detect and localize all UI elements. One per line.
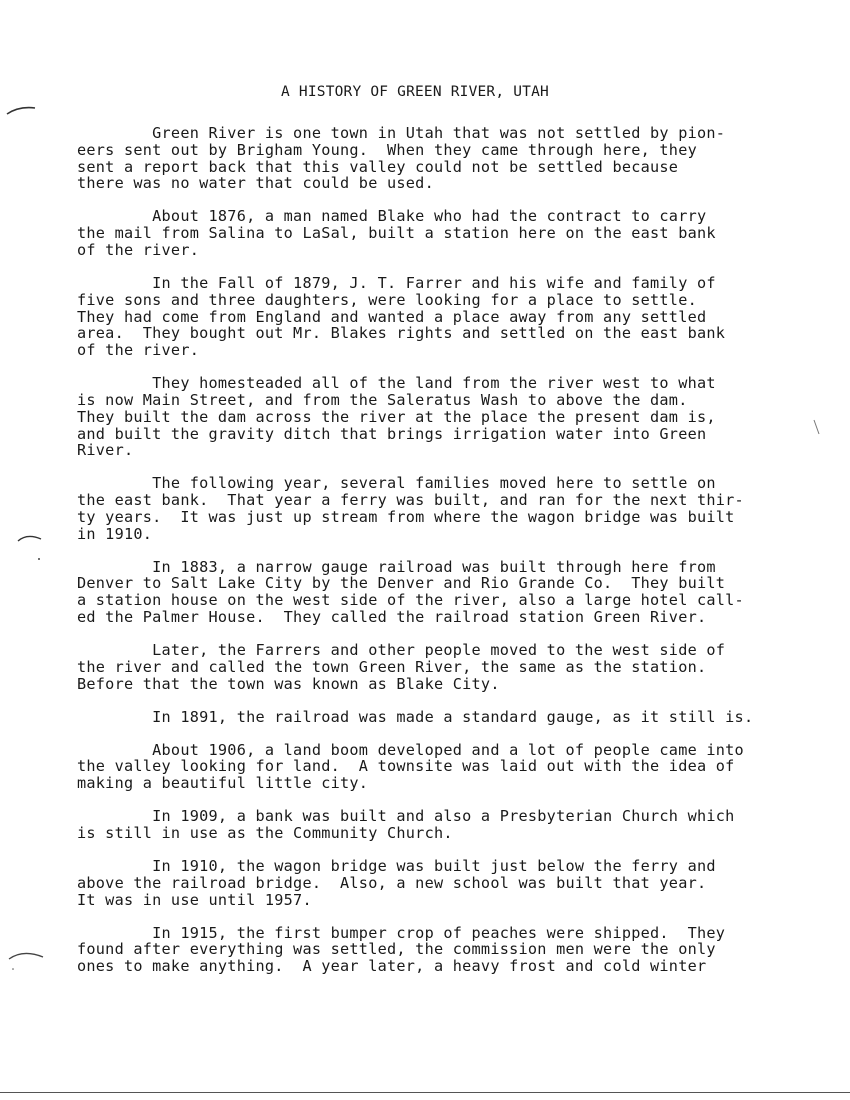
paragraph-10: In 1909, a bank was built and also a Presbyterian Church which is still in use as the Community Church.: [77, 807, 735, 842]
paragraph-2: About 1876, a man named Blake who had the contract to carry the mail from Salina to LaSal, built a station here on the east bank of the river.: [77, 207, 716, 259]
paragraph-3: In the Fall of 1879, J. T. Farrer and his wife and family of five sons and three daughters, were looking for a place to settle. They had come from England and wanted a place away from any settled area. They bought out Mr. Blakes rights and settled on the east bank of the river.: [77, 273, 726, 360]
paragraph-9: About 1906, a land boom developed and a lot of people came into the valley looking for land. A townsite was laid out with the idea of making a beautiful little city.: [77, 740, 744, 793]
scan-mark-mid-left: [15, 525, 55, 565]
document-body: [77, 125, 789, 991]
scan-mark-right: [810, 418, 824, 438]
paragraph-12: In 1915, the first bumper crop of peaches were shipped. They found after everything was settled, the commission men were the only ones to make anything. A year later, a heavy frost and cold winter: [77, 923, 726, 976]
paragraph-4: They homesteaded all of the land from the river west to what is now Main Street, and from the Saleratus Wash to above the dam. They built the dam across the river at the place the present dam is, and built the gravity ditch that brings irrigation water into Green River.: [77, 374, 716, 460]
paragraph-7: Later, the Farrers and other people moved to the west side of the river and called the town Green River, the same as the station. Before that the town was known as Blake City.: [77, 641, 726, 693]
bottom-edge-line: [0, 1092, 850, 1093]
paragraph-6: In 1883, a narrow gauge railroad was built through here from Denver to Salt Lake City by the Denver and Rio Grande Co. They built a station house on the west side of the river, also a large hotel call- ed the Palmer House. They called the railroad station Green River.: [77, 557, 744, 627]
paragraph-11: In 1910, the wagon bridge was built just below the ferry and above the railroad bridge. Also, a new school was built that year. It was in use until 1957.: [77, 856, 716, 909]
scan-mark-top-left: [5, 100, 45, 120]
scan-mark-bottom-left: [5, 945, 50, 975]
paragraph-1: Green River is one town in Utah that was not settled by pion- eers sent out by Brigham Young. When they came through here, they sent a report back that this valley could not be settled because there was no water that could be used.: [77, 124, 726, 193]
document-title: A HISTORY OF GREEN RIVER, UTAH: [281, 84, 549, 100]
paragraph-5: The following year, several families moved here to settle on the east bank. That year a ferry was built, and ran for the next thir- ty years. It was just up stream from where the wagon bridge was built in 1910.: [77, 474, 744, 543]
paragraph-8: In 1891, the railroad was made a standard gauge, as it still is.: [77, 707, 754, 726]
